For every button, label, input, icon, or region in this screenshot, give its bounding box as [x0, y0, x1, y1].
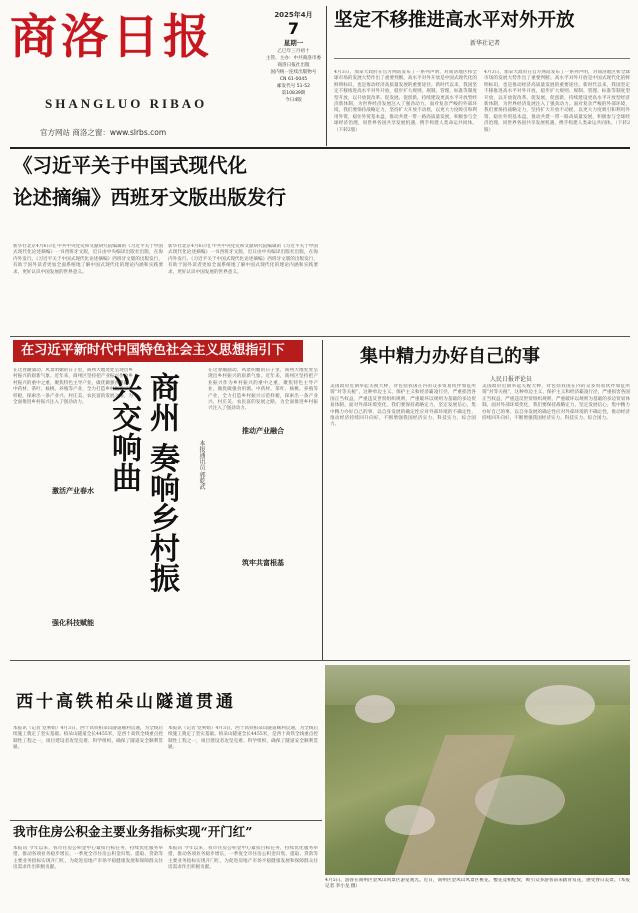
issue-number: 第10839期 [281, 91, 306, 96]
date-block [265, 10, 322, 104]
rural-vertical-byline: 本报通讯员 郭乾武 [198, 440, 205, 490]
masthead-website: 官方网站 商洛之窗：www.slrbs.com [40, 128, 167, 137]
date-year-month: 2025年4月 [274, 11, 313, 19]
post-code: 邮发代号 51-52 [276, 84, 311, 89]
date-day: 7 [287, 19, 300, 38]
cn-number: CN 61-0045 [279, 77, 308, 82]
masthead-title: 商洛日报 [10, 10, 214, 65]
rural-subhead-1: 激活产业春水 [52, 487, 94, 495]
lead-rule [334, 58, 630, 59]
photo-blossom [475, 775, 565, 825]
news-photo [325, 665, 630, 875]
rural-subhead-2: 强化科技赋能 [52, 619, 94, 627]
date-weekday: 星期一 [283, 39, 304, 47]
tunnel-body-col1: 本报讯（记者 党利娟）4月3日，西十高铁柏朵山隧道顺利贯通，为全线后续施工奠定了坚实基础。柏朵山隧道全长4455米，是西十高铁全线重点控制性工程之一，项目建设者攻坚克难、科学组织，确保了隧道安全顺利贯通。 [13, 726, 163, 751]
book-body-col1: 新华社北京4月6日电 中共中央党史和文献研究院编辑的《习近平关于中国式现代化论述摘编》一书西班牙文版，近日由中央编译出版社出版，在海内外发行。《习近平关于中国式现代化论述摘编》西班牙文版的出版发行，有助于国外读者更加全面系统地了解中国式现代化的理论内涵和实践要求，更好认识中国发展的世界意义。 [13, 244, 163, 275]
photo-credit: （本报记者 李小龙 摄） [325, 878, 630, 890]
photo-caption [325, 878, 630, 904]
top-rule [10, 336, 630, 337]
photo-caption-text: 4月5日，游客在商州区金凤山风景区游览观光。近日，商州区金凤山风景区桃花、樱花竞相绽放，吸引众多游客前来踏青赏花，感受春日美景。 [325, 878, 619, 883]
lead-byline: 新华社记者 [470, 40, 501, 47]
page-count: 今日4版 [285, 98, 302, 103]
masthead-pinyin: SHANGLUO RIBAO [45, 96, 208, 111]
date-lunar: 乙巳年三月初十 [277, 49, 310, 54]
sponsor-line: 主管、主办：中共商洛市委 [265, 56, 322, 61]
rural-vertical-headline: 商州 奏响乡村振兴交响曲 [106, 372, 179, 593]
cn-label: 国内统一连续出版物号 [270, 70, 317, 75]
effort-body-col1: 美国政府近期举起关税大棒，对包括我国在内的众多贸易伙伴加征所谓“对等关税”，这种单边主义、保护主义和经济霸凌行径，严重损害各国正当权益，严重违反世贸组织规则，严重破坏以规则为基础的多边贸易体制。面对外部环境变化，我们要保持战略定力，坚定发展信心，集中精力办好自己的事，以自身发展的确定性应对外部环境的不确定性，推动经济持续回升向好，不断增强我国经济实力、科技实力、综合国力。 [330, 384, 476, 428]
fund-body-col2: 本报讯 今年以来，我市住房公积金中心紧扣目标任务，持续优化服务举措，推动各项业务稳步增长，一季度全市住房公积金归集、提取、贷款等主要业务指标实现开门红，为促进房地产市场平稳健康发展和保障群众住房需求作出积极贡献。 [168, 846, 318, 871]
lead-headline: 坚定不移推进高水平对外开放 [334, 10, 575, 31]
photo-blossom [355, 695, 395, 723]
publisher-line: 商洛日报社出版 [277, 63, 310, 68]
mid-right-rule [322, 660, 630, 661]
photo-blossom [385, 805, 435, 835]
lower-rule [10, 820, 322, 821]
column-divider [322, 340, 323, 660]
photo-blossom [525, 685, 595, 725]
rural-body-col2: 在这春潮涌动、风景明媚的日子里，商州大地处处呈现出乡村振兴的崭新气象。近年来，商州区坚持把产业振兴作为乡村振兴的重中之重，聚焦特色主导产业，做优做强食用菌、中药材、茶叶、核桃、养殖等产业，全力打造乡村振兴示范样板，探索出一条产业兴、村庄美、农民富的发展之路，为全面推进乡村振兴注入了强劲动力。 [208, 368, 318, 412]
tunnel-headline: 西十高铁柏朵山隧道贯通 [16, 692, 236, 712]
effort-body-col2: 美国政府近期举起关税大棒，对包括我国在内的众多贸易伙伴加征所谓“对等关税”，这种单边主义、保护主义和经济霸凌行径，严重损害各国正当权益，严重违反世贸组织规则，严重破坏以规则为基础的多边贸易体制。面对外部环境变化，我们要保持战略定力，坚定发展信心，集中精力办好自己的事，以自身发展的确定性应对外部环境的不确定性，推动经济持续回升向好，不断增强我国经济实力、科技实力、综合国力。 [482, 384, 630, 422]
masthead-divider [326, 6, 327, 146]
rural-body-col1: 在这春潮涌动、风景明媚的日子里，商州大地处处呈现出乡村振兴的崭新气象。近年来，商州区坚持把产业振兴作为乡村振兴的重中之重，聚焦特色主导产业，做优做强食用菌、中药材、茶叶、核桃、养殖等产业，全力打造乡村振兴示范样板，探索出一条产业兴、村庄美、农民富的发展之路，为全面推进乡村振兴注入了强劲动力。 [13, 368, 133, 406]
section-banner: 在习近平新时代中国特色社会主义思想指引下 [13, 340, 303, 362]
tunnel-body-col2: 本报讯（记者 党利娟）4月3日，西十高铁柏朵山隧道顺利贯通，为全线后续施工奠定了坚实基础。柏朵山隧道全长4455米，是西十高铁全线重点控制性工程之一，项目建设者攻坚克难、科学组织，确保了隧道安全顺利贯通。 [168, 726, 318, 751]
book-body-col2: 新华社北京4月6日电 中共中央党史和文献研究院编辑的《习近平关于中国式现代化论述摘编》一书西班牙文版，近日由中央编译出版社出版，在海内外发行。《习近平关于中国式现代化论述摘编》西班牙文版的出版发行，有助于国外读者更加全面系统地了解中国式现代化的理论内涵和实践要求，更好认识中国发展的世界意义。 [168, 244, 318, 275]
effort-headline: 集中精力办好自己的事 [360, 346, 540, 367]
fund-body-col1: 本报讯 今年以来，我市住房公积金中心紧扣目标任务，持续优化服务举措，推动各项业务稳步增长，一季度全市住房公积金归集、提取、贷款等主要业务指标实现开门红，为促进房地产市场平稳健康发展和保障群众住房需求作出积极贡献。 [13, 846, 163, 871]
lead-body-col1: 4月3日，加拿大政府在官方网站发布了一系列声明，对商洛地区和全球市场的发展大势作出了重要判断。高水平对外开放是中国式现代化的鲜明标识，也是推动经济高质量发展的重要途径。新时代以来，我国坚定不移推进高水平对外开放，稳步扩大规则、规制、管理、标准等制度型开放，以开放促改革、促发展、促创新，持续建设更高水平开放型经济新体制，为世界经济发展注入了强劲动力。面对复杂严峻的外部环境，我们要保持战略定力，坚持扩大开放不动摇，以更大力度吸引和利用外资，稳住外贸基本盘，推动共建一带一路高质量发展，积极参与全球经济治理，同世界各国共享发展机遇，携手构建人类命运共同体。（下转2版） [334, 70, 477, 133]
lead-body-col2: 4月3日，加拿大政府在官方网站发布了一系列声明，对商洛地区和全球市场的发展大势作出了重要判断。高水平对外开放是中国式现代化的鲜明标识，也是推动经济高质量发展的重要途径。新时代以来，我国坚定不移推进高水平对外开放，稳步扩大规则、规制、管理、标准等制度型开放，以开放促改革、促发展、促创新，持续建设更高水平开放型经济新体制，为世界经济发展注入了强劲动力。面对复杂严峻的外部环境，我们要保持战略定力，坚持扩大开放不动摇，以更大力度吸引和利用外资，稳住外贸基本盘，推动共建一带一路高质量发展，积极参与全球经济治理，同世界各国共享发展机遇，携手构建人类命运共同体。（下转2版） [484, 70, 630, 133]
book-headline-line2: 论述摘编》西班牙文版出版发行 [13, 186, 287, 209]
effort-byline: 人民日报评论员 [490, 376, 533, 383]
rural-subhead-3: 推动产业融合 [242, 427, 284, 435]
rural-subhead-4: 筑牢共富根基 [242, 559, 284, 567]
mid-left-rule [10, 660, 322, 661]
fund-headline: 我市住房公积金主要业务指标实现“开门红” [13, 824, 253, 839]
book-headline-line1: 《习近平关于中国式现代化 [13, 154, 248, 177]
